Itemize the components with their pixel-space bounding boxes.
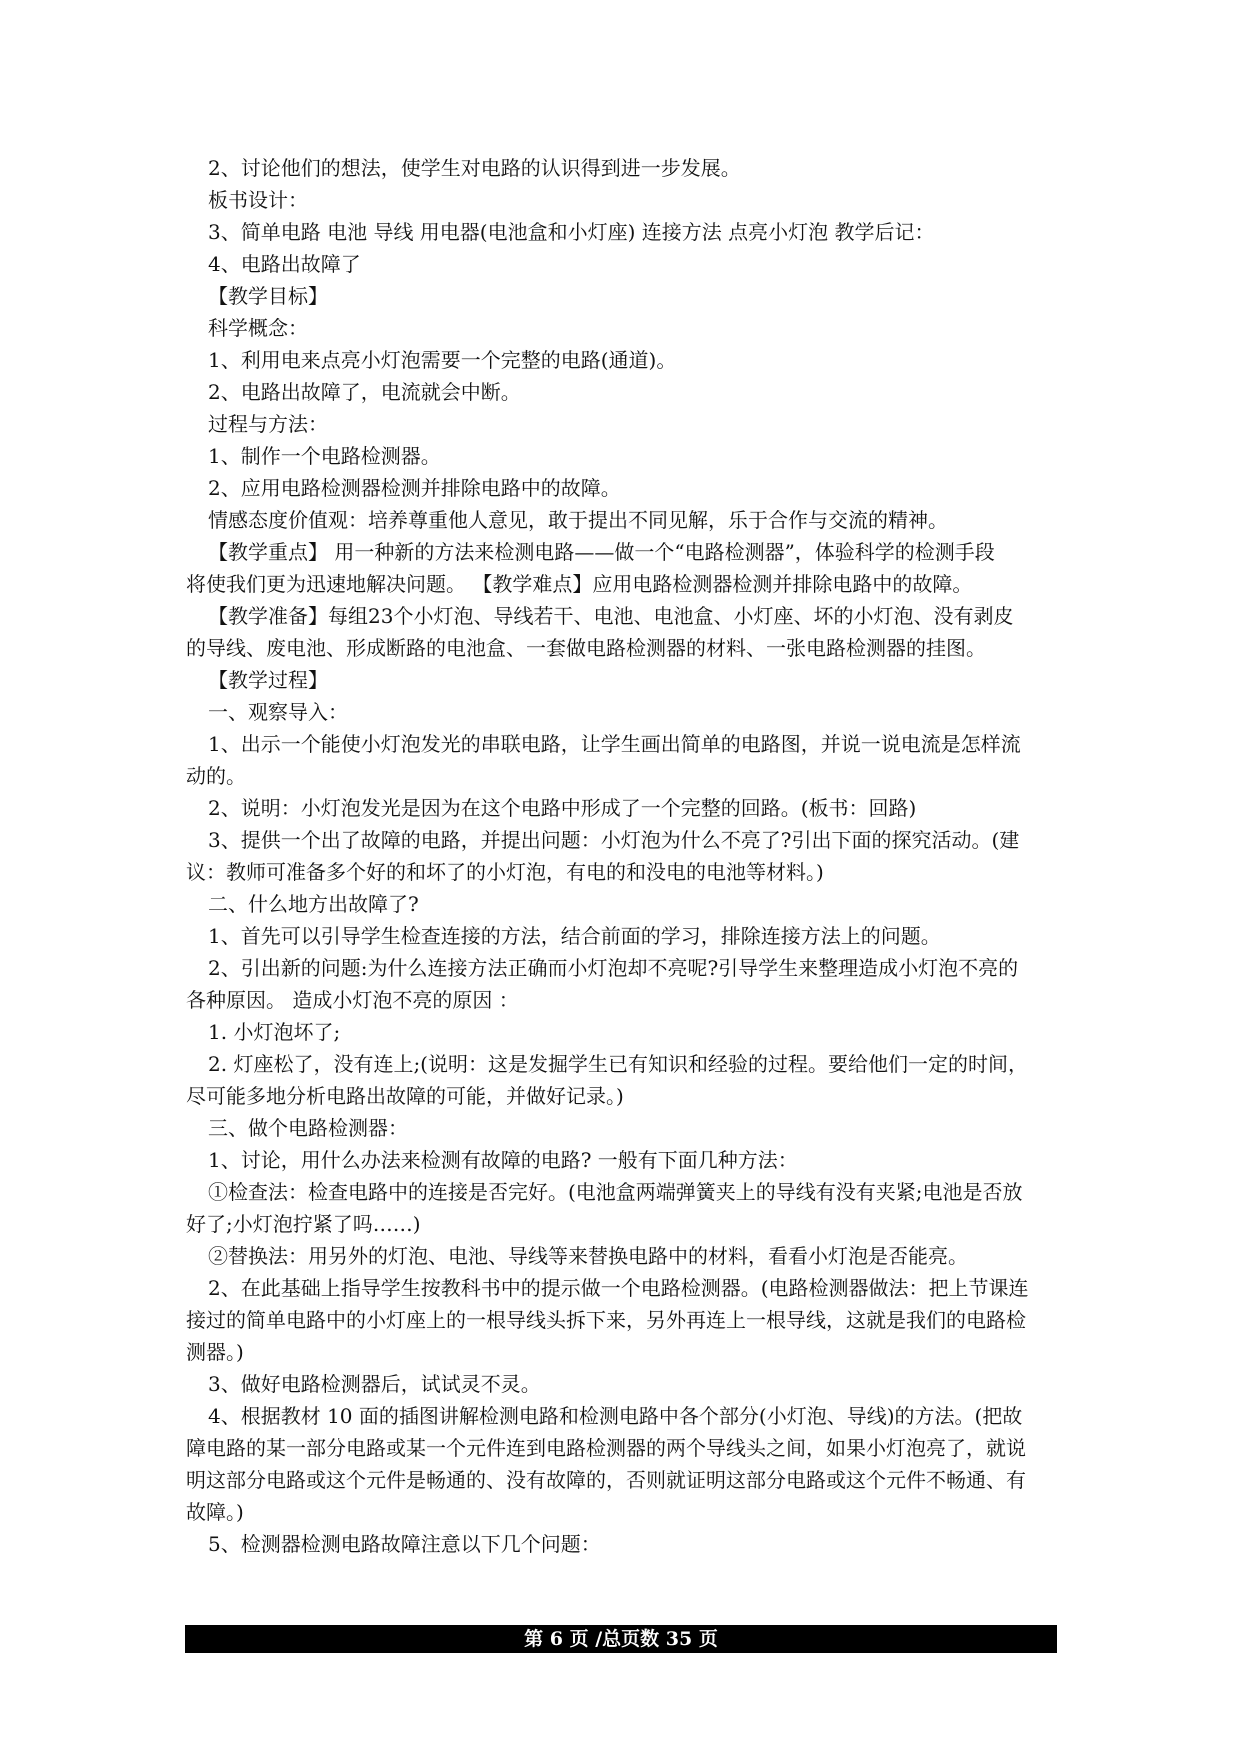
text-line: 好了;小灯泡拧紧了吗……) [186, 1212, 421, 1236]
text-line: 2、说明：小灯泡发光是因为在这个电路中形成了一个完整的回路。(板书：回路) [208, 796, 917, 820]
text-line: 2、在此基础上指导学生按教科书中的提示做一个电路检测器。(电路检测器做法：把上节课连 [208, 1276, 1029, 1300]
text-line: 4、根据教材 10 面的插图讲解检测电路和检测电路中各个部分(小灯泡、导线)的方法。(把故 [208, 1404, 1023, 1428]
text-line: 过程与方法： [208, 412, 328, 436]
text-line: 2、应用电路检测器检测并排除电路中的故障。 [208, 476, 621, 500]
text-line: 1、讨论，用什么办法来检测有故障的电路? 一般有下面几种方法： [208, 1148, 798, 1172]
text-line: 3、做好电路检测器后，试试灵不灵。 [208, 1372, 541, 1396]
text-line: 将使我们更为迅速地解决问题。 【教学难点】应用电路检测器检测并排除电路中的故障。 [186, 572, 973, 596]
text-line: 1、首先可以引导学生检查连接的方法，结合前面的学习，排除连接方法上的问题。 [208, 924, 941, 948]
text-line: 的导线、废电池、形成断路的电池盒、一套做电路检测器的材料、一张电路检测器的挂图。 [186, 636, 986, 660]
text-line: 【教学重点】 用一种新的方法来检测电路——做一个“电路检测器”，体验科学的检测手段 [208, 540, 995, 564]
text-line: 明这部分电路或这个元件是畅通的、没有故障的，否则就证明这部分电路或这个元件不畅通、有 [186, 1468, 1026, 1492]
text-line: 3、提供一个出了故障的电路，并提出问题：小灯泡为什么不亮了?引出下面的探究活动。(建 [208, 828, 1020, 852]
document-body [186, 152, 1056, 1560]
text-line: 1. 小灯泡坏了; [208, 1020, 341, 1044]
text-line: 一、观察导入： [208, 700, 348, 724]
text-line: 2. 灯座松了，没有连上;(说明：这是发掘学生已有知识和经验的过程。要给他们一定的时间， [208, 1052, 1028, 1076]
text-line: ②替换法：用另外的灯泡、电池、导线等来替换电路中的材料，看看小灯泡是否能亮。 [208, 1244, 968, 1268]
text-line: 动的。 [186, 764, 246, 788]
text-line: 2、讨论他们的想法，使学生对电路的认识得到进一步发展。 [208, 156, 741, 180]
text-line: 测器。) [186, 1340, 244, 1364]
text-line: 情感态度价值观：培养尊重他人意见，敢于提出不同见解，乐于合作与交流的精神。 [208, 508, 948, 532]
text-line: 4、电路出故障了 [208, 252, 361, 276]
text-line: 2、引出新的问题:为什么连接方法正确而小灯泡却不亮呢?引导学生来整理造成小灯泡不亮的 [208, 956, 1019, 980]
text-line: 1、制作一个电路检测器。 [208, 444, 441, 468]
text-line: 科学概念： [208, 316, 308, 340]
text-line: 3、简单电路 电池 导线 用电器(电池盒和小灯座) 连接方法 点亮小灯泡 教学后记： [208, 220, 935, 244]
text-line: 【教学过程】 [208, 668, 328, 692]
text-line: 接过的简单电路中的小灯座上的一根导线头拆下来，另外再连上一根导线，这就是我们的电路检 [186, 1308, 1026, 1332]
text-line: 【教学目标】 [208, 284, 328, 308]
text-line: 5、检测器检测电路故障注意以下几个问题： [208, 1532, 601, 1556]
page-footer [185, 1625, 1057, 1653]
text-line: 尽可能多地分析电路出故障的可能，并做好记录。) [186, 1084, 624, 1108]
text-line: 【教学准备】每组23个小灯泡、导线若干、电池、电池盒、小灯座、坏的小灯泡、没有剥皮 [208, 604, 1014, 628]
text-line: 故障。) [186, 1500, 244, 1524]
text-line: 板书设计： [208, 188, 308, 212]
text-line: 二、什么地方出故障了? [208, 892, 419, 916]
text-line: 各种原因。 造成小灯泡不亮的原因 ： [186, 988, 519, 1012]
text-line: 障电路的某一部分电路或某一个元件连到电路检测器的两个导线头之间，如果小灯泡亮了，就说 [186, 1436, 1026, 1460]
text-line: 三、做个电路检测器： [208, 1116, 408, 1140]
text-line: 1、利用电来点亮小灯泡需要一个完整的电路(通道)。 [208, 348, 677, 372]
text-line: ①检查法：检查电路中的连接是否完好。(电池盒两端弹簧夹上的导线有没有夹紧;电池是否放 [208, 1180, 1023, 1204]
text-line: 2、电路出故障了，电流就会中断。 [208, 380, 521, 404]
text-line: 1、出示一个能使小灯泡发光的串联电路，让学生画出简单的电路图，并说一说电流是怎样流 [208, 732, 1021, 756]
text-line: 议：教师可准备多个好的和坏了的小灯泡，有电的和没电的电池等材料。) [186, 860, 824, 884]
page-number-text: 第 6 页 /总页数 35 页 [524, 1628, 718, 1650]
